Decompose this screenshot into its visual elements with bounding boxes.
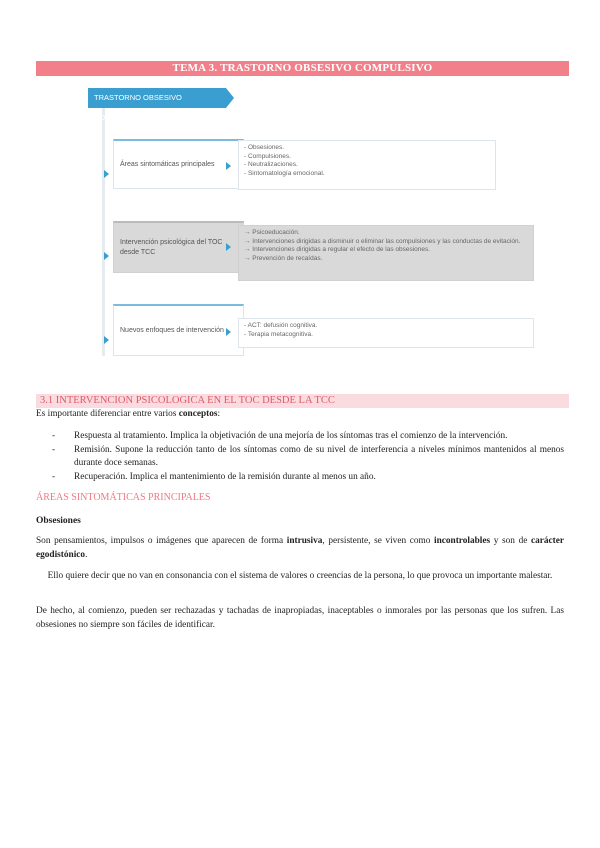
node-marker-icon [104,170,109,178]
list-item [52,471,564,485]
text-run: . [85,549,88,560]
document-title: TEMA 3. TRASTORNO OBSESIVO COMPULSIVO [36,61,569,76]
section-heading: 3.1 INTERVENCION PSICOLOGICA EN EL TOC DESDE LA TCC [36,394,569,408]
node-details [238,225,534,281]
root-arrow-icon [226,88,234,108]
closing-paragraph: De hecho, al comienzo, pueden ser rechazadas y tachadas de inapropiadas, inaceptables o inmorales por las personas que los sufren. Las obsesiones no siempre son fáciles de identificar. [36,606,564,630]
node-marker-icon [104,336,109,344]
node-label: Intervención psicológica del TOC desde TCC [120,238,223,256]
centered-paragraph: Ello quiere decir que no van en consonancia con el sistema de valores o creencias de la persona, lo que provoca un importante malestar. [47,571,553,581]
concept-diagram [88,80,534,360]
bold-run: carácter egodistónico [36,536,564,560]
list-item-text: Respuesta al tratamiento. Implica la objetivación de una mejoría de los síntomas tras el comienzo de la intervención. [74,431,508,441]
obsesiones-heading: Obsesiones [36,516,81,526]
node-arrow-icon [226,328,231,336]
intro-paragraph [36,408,566,422]
bullet-dash: - [52,471,56,482]
list-item [52,444,564,471]
detail-line: → Intervenciones dirigidas a disminuir o eliminar las compulsiones y las conductas de evitación. [244,237,521,245]
detail-line: - Compulsiones. [244,152,291,160]
list-item [52,430,564,444]
detail-line: → Psicoeducación. [244,229,300,236]
detail-line: → Prevención de recaídas. [244,254,323,262]
diagram-node [113,139,244,189]
diagram-node [113,304,244,356]
list-item-text: Recuperación. Implica el mantenimiento de la remisión durante al menos un año. [74,471,376,482]
node-arrow-icon [226,243,231,251]
list-item-text: Remisión. Supone la reducción tanto de los síntomas como de su nivel de interferencia a niveles mínimos mantenidos al menos durante doce semanas. [74,444,564,468]
text-run: Son pensamientos, impulsos o imágenes que aparecen de forma [36,536,287,546]
detail-line: - ACT: defusión cognitiva. [244,322,318,329]
diagram-node [113,221,244,273]
node-marker-icon [104,252,109,260]
detail-line: - Sintomatología emocional. [244,169,325,177]
node-label: Nuevos enfoques de intervención [120,326,224,334]
node-arrow-icon [226,162,231,170]
intro-bold: conceptos [178,409,218,419]
node-details [238,140,496,190]
diagram-root: TRASTORNO OBSESIVO COMPULSIVO [88,88,226,108]
diagram-spine [102,108,105,356]
subsection-heading: ÁREAS SINTOMÁTICAS PRINCIPALES [36,492,211,503]
node-label: Áreas sintomáticas principales [120,160,215,168]
text-run: y son de [490,536,531,546]
bold-run: intrusiva [286,536,323,546]
bullet-dash: - [52,431,56,441]
bold-run: incontrolables [434,536,491,546]
bullet-dash: - [52,444,56,455]
concept-list [52,430,564,484]
obsesiones-paragraph [36,535,564,562]
node-details [238,318,534,348]
detail-line: - Obsesiones. [244,144,285,151]
detail-line: - Neutralizaciones. [244,161,298,168]
detail-line: - Terapia metacognitiva. [244,330,313,338]
text-run: , persistente, se viven como [322,536,434,546]
intro-text: Es importante diferenciar entre varios [36,409,179,419]
intro-colon: : [217,409,221,419]
detail-line: → Intervenciones dirigidas a regular el efecto de las obsesiones. [244,246,431,253]
